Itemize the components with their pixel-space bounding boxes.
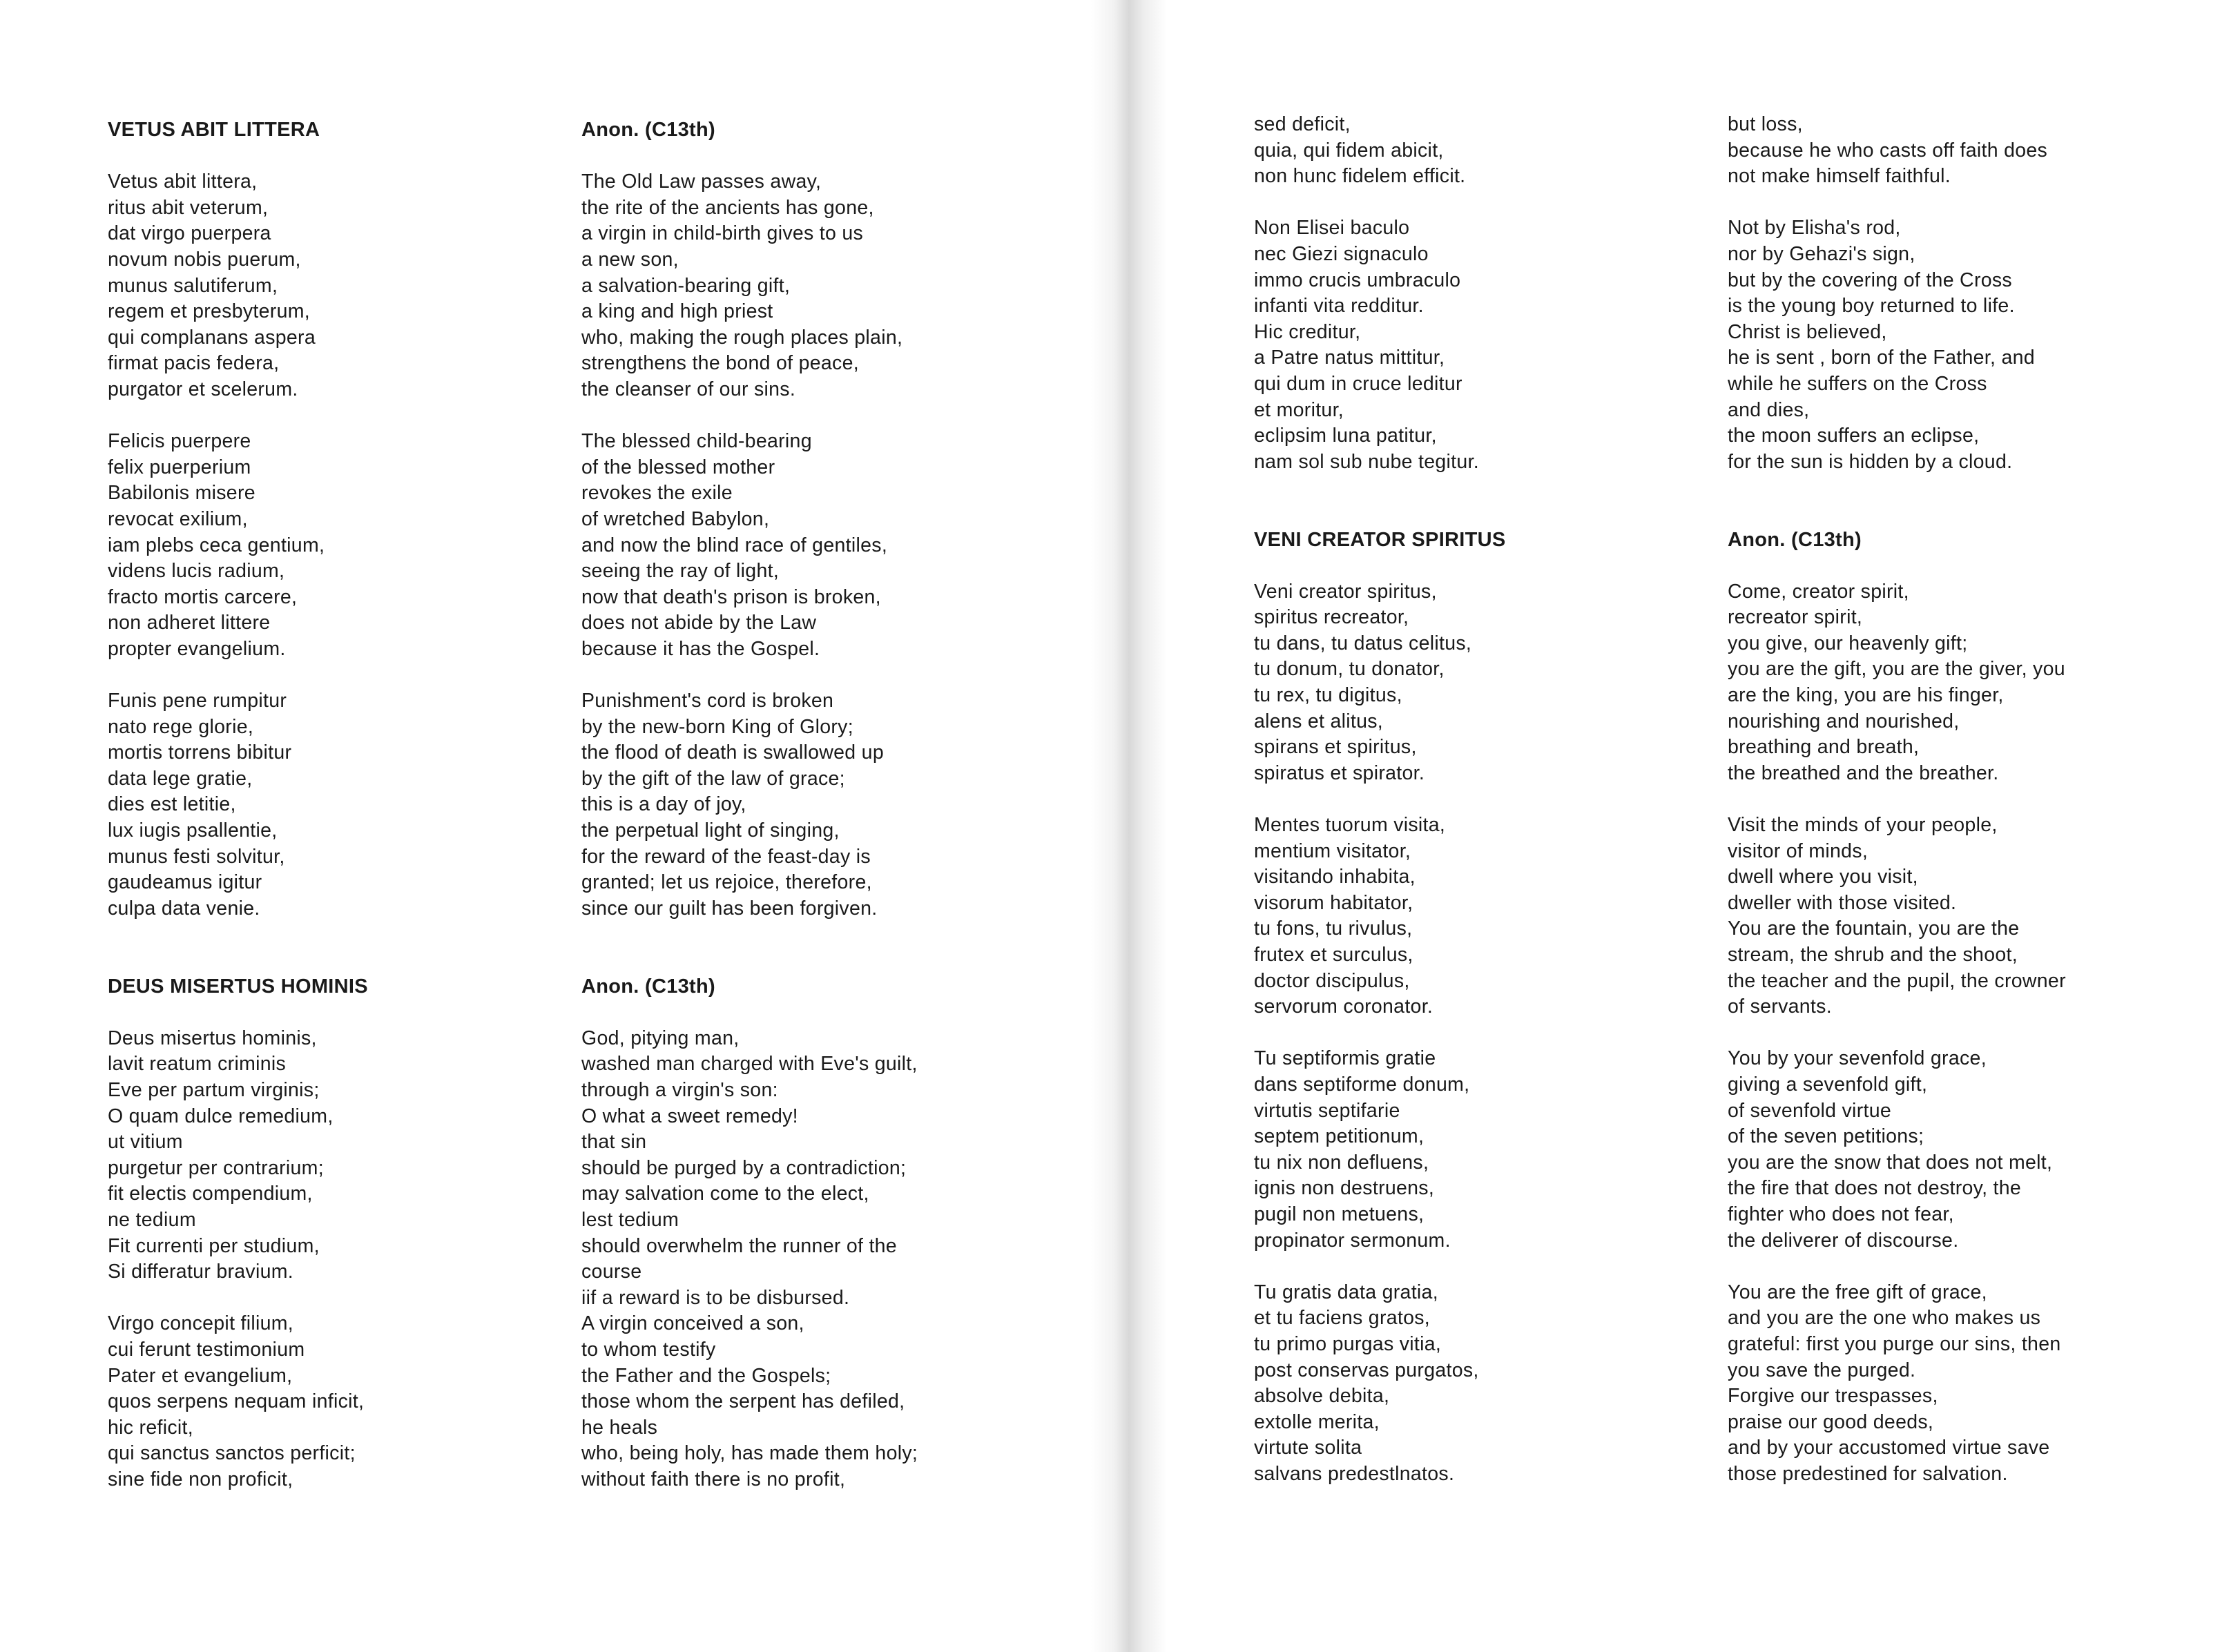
verse-line: non adheret littere [108, 612, 271, 634]
verse-line: the cleanser of our sins. [581, 378, 796, 400]
stanza [1254, 1280, 1682, 1488]
verse-line: munus salutiferum, [108, 274, 278, 297]
verse-line: munus festi solvitur, [108, 845, 285, 868]
verse-line: nec Giezi signaculo [1254, 242, 1429, 265]
verse-line: Deus misertus hominis, [108, 1027, 317, 1049]
verse-line: iif a reward is to be disbursed. [581, 1286, 850, 1309]
verse-line: servorum coronator. [1254, 995, 1433, 1018]
verse-line: spirans et spiritus, [1254, 736, 1417, 759]
verse-line: the perpetual light of singing, [581, 819, 840, 842]
verse-line: The Old Law passes away, [581, 171, 822, 193]
verse-line: spiratus et spirator. [1254, 761, 1425, 784]
verse-line: not make himself faithful. [1728, 165, 1951, 188]
verse-line: of the blessed mother [581, 456, 775, 478]
verse-line: purgator et scelerum. [108, 378, 298, 400]
verse-line: nato rege glorie, [108, 715, 254, 738]
verse-line: novum nobis puerum, [108, 248, 301, 271]
stanza [108, 1026, 536, 1285]
verse-line: Eve per partum virginis; [108, 1078, 320, 1101]
verse-line: The blessed child-bearing [581, 430, 812, 453]
verse-line: quos serpens nequam inficit, [108, 1390, 365, 1413]
verse-line: should be purged by a contradiction; [581, 1156, 907, 1179]
verse-line: Felicis puerpere [108, 430, 251, 453]
verse-line: you are the gift, you are the giver, you [1728, 658, 2065, 681]
verse-line: Mentes tuorum visita, [1254, 814, 1446, 837]
verse-line: may salvation come to the elect, [581, 1183, 869, 1205]
verse-line: now that death's prison is broken, [581, 585, 881, 608]
verse-line: immo crucis umbraculo [1254, 269, 1461, 291]
verse-line: Tu septiformis gratie [1254, 1047, 1436, 1070]
verse-line: Non Elisei baculo [1254, 217, 1410, 240]
stanza [1728, 215, 2156, 475]
section-title: Anon. (C13th) [581, 119, 715, 141]
stanza [581, 429, 1010, 662]
verse-line: videns lucis radium, [108, 560, 285, 583]
verse-line: O quam dulce remedium, [108, 1105, 334, 1127]
verse-line: Pater et evangelium, [108, 1364, 293, 1387]
stanza [1254, 813, 1682, 1020]
stanza [1254, 579, 1682, 787]
verse-line: the moon suffers an eclipse, [1728, 425, 1980, 447]
verse-line: lux iugis psallentie, [108, 819, 278, 842]
verse-line: tu donum, tu donator, [1254, 658, 1445, 681]
stanza [1728, 112, 2156, 190]
verse-line: visitor of minds, [1728, 839, 1869, 862]
verse-line: nourishing and nourished, [1728, 710, 1960, 732]
verse-line: but by the covering of the Cross [1728, 269, 2012, 291]
verse-line: because he who casts off faith does [1728, 139, 2048, 162]
verse-line: you are the snow that does not melt, [1728, 1151, 2053, 1174]
verse-line: Virgo concepit filium, [108, 1312, 294, 1335]
verse-line: fracto mortis carcere, [108, 585, 298, 608]
stanza [1254, 215, 1682, 475]
verse-line: et moritur, [1254, 398, 1344, 421]
verse-line: virtutis septifarie [1254, 1099, 1400, 1122]
verse-line: are the king, you are his finger, [1728, 684, 2004, 707]
verse-line: tu dans, tu datus celitus, [1254, 632, 1472, 654]
verse-line: strengthens the bond of peace, [581, 352, 859, 375]
verse-line: lest tedium [581, 1208, 679, 1231]
verse-line: Funis pene rumpitur [108, 690, 287, 712]
verse-line: Fit currenti per studium, [108, 1234, 320, 1257]
verse-line: breathing and breath, [1728, 736, 1920, 759]
verse-line: iam plebs ceca gentium, [108, 534, 325, 556]
verse-line: and now the blind race of gentiles, [581, 534, 888, 556]
verse-line: absolve debita, [1254, 1385, 1390, 1408]
verse-line: by the new-born King of Glory; [581, 715, 853, 738]
verse-line: course [581, 1261, 642, 1283]
verse-line: tu rex, tu digitus, [1254, 684, 1402, 707]
verse-line: data lege gratie, [108, 767, 253, 790]
verse-line: you save the purged. [1728, 1359, 1916, 1381]
stanza [108, 429, 536, 662]
verse-line: the rite of the ancients has gone, [581, 196, 874, 219]
verse-line: who, being holy, has made them holy; [581, 1442, 918, 1465]
verse-line: regem et presbyterum, [108, 300, 310, 323]
verse-line: et tu faciens gratos, [1254, 1307, 1431, 1330]
section-gap [1728, 501, 2156, 527]
verse-line: dwell where you visit, [1728, 866, 1918, 888]
verse-line: visitando inhabita, [1254, 866, 1416, 888]
verse-line: quia, qui fidem abicit, [1254, 139, 1444, 162]
verse-line: revokes the exile [581, 482, 733, 505]
section-title: VENI CREATOR SPIRITUS [1254, 528, 1506, 551]
verse-line: while he suffers on the Cross [1728, 372, 1987, 395]
verse-line: recreator spirit, [1728, 606, 1863, 629]
verse-line: Si differatur bravium. [108, 1261, 294, 1283]
left-page-latin-column [108, 117, 536, 1519]
verse-line: O what a sweet remedy! [581, 1105, 798, 1127]
verse-line: felix puerperium [108, 456, 251, 478]
verse-line: Tu gratis data gratia, [1254, 1281, 1438, 1303]
verse-line: for the reward of the feast-day is [581, 845, 871, 868]
verse-line: You are the free gift of grace, [1728, 1281, 1987, 1303]
stanza [1728, 1046, 2156, 1254]
verse-line: Forgive our trespasses, [1728, 1385, 1938, 1408]
verse-line: eclipsim luna patitur, [1254, 425, 1437, 447]
verse-line: nor by Gehazi's sign, [1728, 242, 1915, 265]
verse-line: fit electis compendium, [108, 1183, 313, 1205]
verse-line: the Father and the Gospels; [581, 1364, 831, 1387]
verse-line: revocat exilium, [108, 507, 248, 530]
verse-line: tu primo purgas vitia, [1254, 1332, 1442, 1355]
verse-line: propter evangelium. [108, 637, 286, 660]
verse-line: dans septiforme donum, [1254, 1073, 1470, 1096]
section-title: Anon. (C13th) [581, 975, 715, 998]
verse-line: is the young boy returned to life. [1728, 295, 2015, 318]
verse-line: tu nix non defluens, [1254, 1151, 1429, 1174]
verse-line: You by your sevenfold grace, [1728, 1047, 1987, 1070]
verse-line: mortis torrens bibitur [108, 741, 292, 764]
stanza [581, 688, 1010, 922]
verse-line: fighter who does not fear, [1728, 1203, 1954, 1225]
verse-line: extolle merita, [1254, 1410, 1380, 1433]
right-page-english-column [1728, 112, 2156, 1513]
verse-line: ne tedium [108, 1208, 196, 1231]
verse-line: You are the fountain, you are the [1728, 917, 2020, 940]
verse-line: ignis non destruens, [1254, 1177, 1435, 1200]
left-page-english-column [581, 117, 1010, 1519]
verse-line: a virgin in child-birth gives to us [581, 222, 864, 245]
verse-line: washed man charged with Eve's guilt, [581, 1053, 918, 1076]
verse-line: and by your accustomed virtue save [1728, 1437, 2050, 1459]
verse-line: infanti vita redditur. [1254, 295, 1424, 318]
verse-line: the teacher and the pupil, the crowner [1728, 969, 2066, 992]
verse-line: cui ferunt testimonium [108, 1338, 305, 1361]
stanza [108, 169, 536, 402]
verse-line: of sevenfold virtue [1728, 1099, 1891, 1122]
verse-line: God, pitying man, [581, 1027, 740, 1049]
verse-line: seeing the ray of light, [581, 560, 780, 583]
verse-line: the breathed and the breather. [1728, 761, 1999, 784]
verse-line: Punishment's cord is broken [581, 690, 834, 712]
section-gap [108, 948, 536, 974]
verse-line: Vetus abit littera, [108, 171, 258, 193]
verse-line: a king and high priest [581, 300, 773, 323]
stanza [108, 1311, 536, 1493]
section-title: Anon. (C13th) [1728, 528, 1862, 551]
verse-line: granted; let us rejoice, therefore, [581, 871, 872, 894]
verse-line: this is a day of joy, [581, 793, 746, 816]
section-title: VETUS ABIT LITTERA [108, 119, 320, 141]
stanza [108, 688, 536, 922]
verse-line: grateful: first you purge our sins, then [1728, 1332, 2061, 1355]
verse-line: tu fons, tu rivulus, [1254, 917, 1413, 940]
verse-line: dweller with those visited. [1728, 891, 1957, 914]
verse-line: propinator sermonum. [1254, 1229, 1451, 1252]
stanza [1728, 813, 2156, 1020]
verse-line: sine fide non proficit, [108, 1468, 293, 1490]
section-gap [1254, 501, 1682, 527]
verse-line: for the sun is hidden by a cloud. [1728, 450, 2013, 473]
verse-line: through a virgin's son: [581, 1078, 778, 1101]
verse-line: a Patre natus mittitur, [1254, 347, 1445, 369]
page-gutter [1091, 0, 1167, 1652]
verse-line: salvans predestlnatos. [1254, 1462, 1455, 1485]
verse-line: without faith there is no profit, [581, 1468, 846, 1490]
verse-line: but loss, [1728, 113, 1803, 135]
section-gap [581, 948, 1010, 974]
verse-line: ritus abit veterum, [108, 196, 269, 219]
verse-line: and you are the one who makes us [1728, 1307, 2041, 1330]
verse-line: and dies, [1728, 398, 1810, 421]
verse-line: that sin [581, 1131, 647, 1154]
verse-line: Come, creator spirit, [1728, 580, 1909, 603]
verse-line: alens et alitus, [1254, 710, 1383, 732]
verse-line: spiritus recreator, [1254, 606, 1409, 629]
verse-line: pugil non metuens, [1254, 1203, 1425, 1225]
verse-line: the flood of death is swallowed up [581, 741, 884, 764]
verse-line: since our guilt has been forgiven. [581, 897, 878, 920]
verse-line: you give, our heavenly gift; [1728, 632, 1968, 654]
verse-line: giving a sevenfold gift, [1728, 1073, 1928, 1096]
verse-line: to whom testify [581, 1338, 716, 1361]
verse-line: those predestined for salvation. [1728, 1462, 2008, 1485]
verse-line: he heals [581, 1416, 658, 1439]
verse-line: by the gift of the law of grace; [581, 767, 845, 790]
verse-line: dat virgo puerpera [108, 222, 271, 245]
verse-line: the deliverer of discourse. [1728, 1229, 1959, 1252]
stanza [1254, 1046, 1682, 1254]
verse-line: Visit the minds of your people, [1728, 814, 1998, 837]
verse-line: Hic creditur, [1254, 320, 1361, 343]
verse-line: doctor discipulus, [1254, 969, 1410, 992]
verse-line: those whom the serpent has defiled, [581, 1390, 905, 1413]
section-title: DEUS MISERTUS HOMINIS [108, 975, 368, 998]
verse-line: who, making the rough places plain, [581, 326, 903, 349]
right-page-latin-column [1254, 112, 1682, 1513]
stanza [581, 169, 1010, 402]
verse-line: firmat pacis federa, [108, 352, 280, 375]
verse-line: Veni creator spiritus, [1254, 580, 1437, 603]
verse-line: should overwhelm the runner of the [581, 1234, 897, 1257]
verse-line: Babilonis misere [108, 482, 255, 505]
verse-line: of the seven petitions; [1728, 1125, 1924, 1148]
stanza [1254, 112, 1682, 190]
verse-line: frutex et surculus, [1254, 944, 1413, 966]
verse-line: does not abide by the Law [581, 612, 817, 634]
verse-line: A virgin conceived a son, [581, 1312, 804, 1335]
verse-line: stream, the shrub and the shoot, [1728, 944, 2018, 966]
verse-line: mentium visitator, [1254, 839, 1411, 862]
verse-line: gaudeamus igitur [108, 871, 262, 894]
verse-line: ut vitium [108, 1131, 183, 1154]
verse-line: of servants. [1728, 995, 1832, 1018]
verse-line: purgetur per contrarium; [108, 1156, 324, 1179]
verse-line: qui sanctus sanctos perficit; [108, 1442, 356, 1465]
verse-line: because it has the Gospel. [581, 637, 820, 660]
verse-line: visorum habitator, [1254, 891, 1413, 914]
verse-line: sed deficit, [1254, 113, 1351, 135]
verse-line: culpa data venie. [108, 897, 260, 920]
verse-line: Christ is believed, [1728, 320, 1887, 343]
stanza [1728, 1280, 2156, 1488]
stanza [581, 1026, 1010, 1493]
verse-line: post conservas purgatos, [1254, 1359, 1479, 1381]
verse-line: non hunc fidelem efficit. [1254, 165, 1466, 188]
verse-line: Not by Elisha's rod, [1728, 217, 1901, 240]
verse-line: a salvation-bearing gift, [581, 274, 791, 297]
verse-line: he is sent , born of the Father, and [1728, 347, 2035, 369]
verse-line: the fire that does not destroy, the [1728, 1177, 2022, 1200]
verse-line: a new son, [581, 248, 679, 271]
verse-line: of wretched Babylon, [581, 507, 770, 530]
verse-line: dies est letitie, [108, 793, 236, 816]
verse-line: qui dum in cruce leditur [1254, 372, 1462, 395]
verse-line: qui complanans aspera [108, 326, 316, 349]
verse-line: hic reficit, [108, 1416, 193, 1439]
verse-line: virtute solita [1254, 1437, 1362, 1459]
stanza [1728, 579, 2156, 787]
verse-line: septem petitionum, [1254, 1125, 1425, 1148]
verse-line: nam sol sub nube tegitur. [1254, 450, 1479, 473]
verse-line: praise our good deeds, [1728, 1410, 1934, 1433]
verse-line: lavit reatum criminis [108, 1053, 287, 1076]
